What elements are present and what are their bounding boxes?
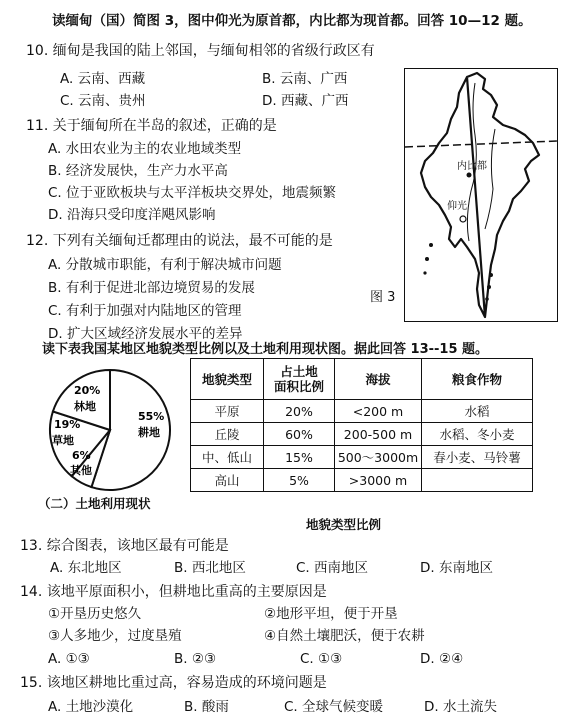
question-15-stem: 15. 该地区耕地比重过高，容易造成的环境问题是 [20,675,327,691]
island-dot [423,271,426,274]
question-14-statement-3: ③人多地少，过度垦殖 [48,628,182,644]
question-10-option-d: D. 西藏、广西 [262,93,349,109]
question-10-option-c: C. 云南、贵州 [60,93,146,109]
intro-passage-2: 读下表我国某地区地貌类型比例以及土地利用现状图。据此回答 13--15 题。 [42,342,489,357]
table-row [191,469,533,492]
question-13-stem: 13. 综合图表，该地区最有可能是 [20,538,229,554]
table-cell: 20% [264,400,335,423]
question-13-option-d: D. 东南地区 [420,560,493,576]
pie-label-forest-name: 林地 [74,400,96,413]
table-header-cell: 粮食作物 [422,359,533,400]
table-cell: 中、低山 [191,446,264,469]
question-14-option-c: C. ①③ [300,651,343,667]
question-15-option-b: B. 酸雨 [184,699,229,715]
pie-label-other-pct: 6% [72,449,91,462]
table-cell: 丘陵 [191,423,264,446]
table-row [191,400,533,423]
island-dot [487,285,491,289]
city-naypyidaw-label: 内比都 [457,161,487,172]
question-13-option-b: B. 西北地区 [174,560,246,576]
question-14-statement-2: ②地形平坦，便于开垦 [264,606,398,622]
table-cell: 高山 [191,469,264,492]
table-row [191,446,533,469]
question-15-option-a: A. 土地沙漠化 [48,699,134,715]
question-12-option-c: C. 有利于加强对内陆地区的管理 [48,303,242,319]
pie-label-other-name: 其他 [70,464,92,477]
question-11-option-c: C. 位于亚欧板块与太平洋板块交界处，地震频繁 [48,185,337,201]
question-13-option-c: C. 西南地区 [296,560,369,576]
pie-label-forest-pct: 20% [74,384,101,397]
question-10-option-b: B. 云南、广西 [262,71,348,87]
table-cell: >3000 m [335,469,422,492]
island-dot [425,257,429,261]
question-13-option-a: A. 东北地区 [50,560,122,576]
question-15-option-c: C. 全球气候变暖 [284,699,384,715]
table-cell: 200-500 m [335,423,422,446]
pie-label-cropland-name: 耕地 [138,426,160,439]
table-cell: 60% [264,423,335,446]
table-cell: 5% [264,469,335,492]
question-11-stem: 11. 关于缅甸所在半岛的叙述，正确的是 [26,118,277,134]
myanmar-map [404,68,558,322]
old-capital-marker [460,216,466,222]
table-cell: <200 m [335,400,422,423]
island-dot [429,243,433,247]
question-12-stem: 12. 下列有关缅甸迁都理由的说法，最不可能的是 [26,233,333,249]
map-caption: 图 3 [370,290,396,305]
table-header-cell: 海拔 [335,359,422,400]
table-cell: 春小麦、马铃薯 [422,446,533,469]
table-cell: 水稻 [422,400,533,423]
land-use-pie-chart [38,366,188,496]
pie-label-cropland-pct: 55% [138,410,165,423]
question-11-option-b: B. 经济发展快，生产力水平高 [48,163,228,179]
island-dot [485,297,489,301]
island-dot [489,273,493,277]
question-14-statement-4: ④自然土壤肥沃，便于农耕 [264,628,425,644]
table-header-row [191,359,533,400]
question-15-option-d: D. 水土流失 [424,699,497,715]
table-header-cell: 地貌类型 [191,359,264,400]
table-cell: 500～3000m [335,446,422,469]
table-cell [422,469,533,492]
pie-label-grassland-pct: 19% [54,418,81,431]
question-12-option-d: D. 扩大区域经济发展水平的差异 [48,326,243,342]
table-cell: 15% [264,446,335,469]
table-cell: 平原 [191,400,264,423]
table-header-cell: 占土地 面积比例 [264,359,335,400]
pie-chart-caption: （二）土地利用现状 [38,496,151,511]
question-11-option-a: A. 水田农业为主的农业地域类型 [48,141,242,157]
table-cell: 水稻、冬小麦 [422,423,533,446]
question-12-option-b: B. 有利于促进北部边境贸易的发展 [48,280,255,296]
table-caption: 地貌类型比例 [306,517,382,532]
table-row [191,423,533,446]
intro-passage-1: 读缅甸（国）简图 3，图中仰光为原首都，内比都为现首都。回答 10—12 题。 [52,13,532,29]
question-10-stem: 10. 缅甸是我国的陆上邻国，与缅甸相邻的省级行政区有 [26,43,375,59]
myanmar-map-drawing [405,69,557,321]
pie-label-grassland-name: 草地 [52,434,74,447]
question-14-option-a: A. ①③ [48,651,90,667]
question-11-option-d: D. 沿海只受印度洋飓风影响 [48,207,216,223]
question-12-option-a: A. 分散城市职能，有利于解决城市问题 [48,257,282,273]
capital-marker [467,173,472,178]
question-14-stem: 14. 该地平原面积小，但耕地比重高的主要原因是 [20,584,327,600]
city-yangon-label: 仰光 [447,201,467,212]
landform-table [190,358,533,492]
question-10-option-a: A. 云南、西藏 [60,71,146,87]
question-14-option-b: B. ②③ [174,651,217,667]
question-14-option-d: D. ②④ [420,651,464,667]
question-14-statement-1: ①开垦历史悠久 [48,606,142,622]
myanmar-outline [421,73,539,317]
